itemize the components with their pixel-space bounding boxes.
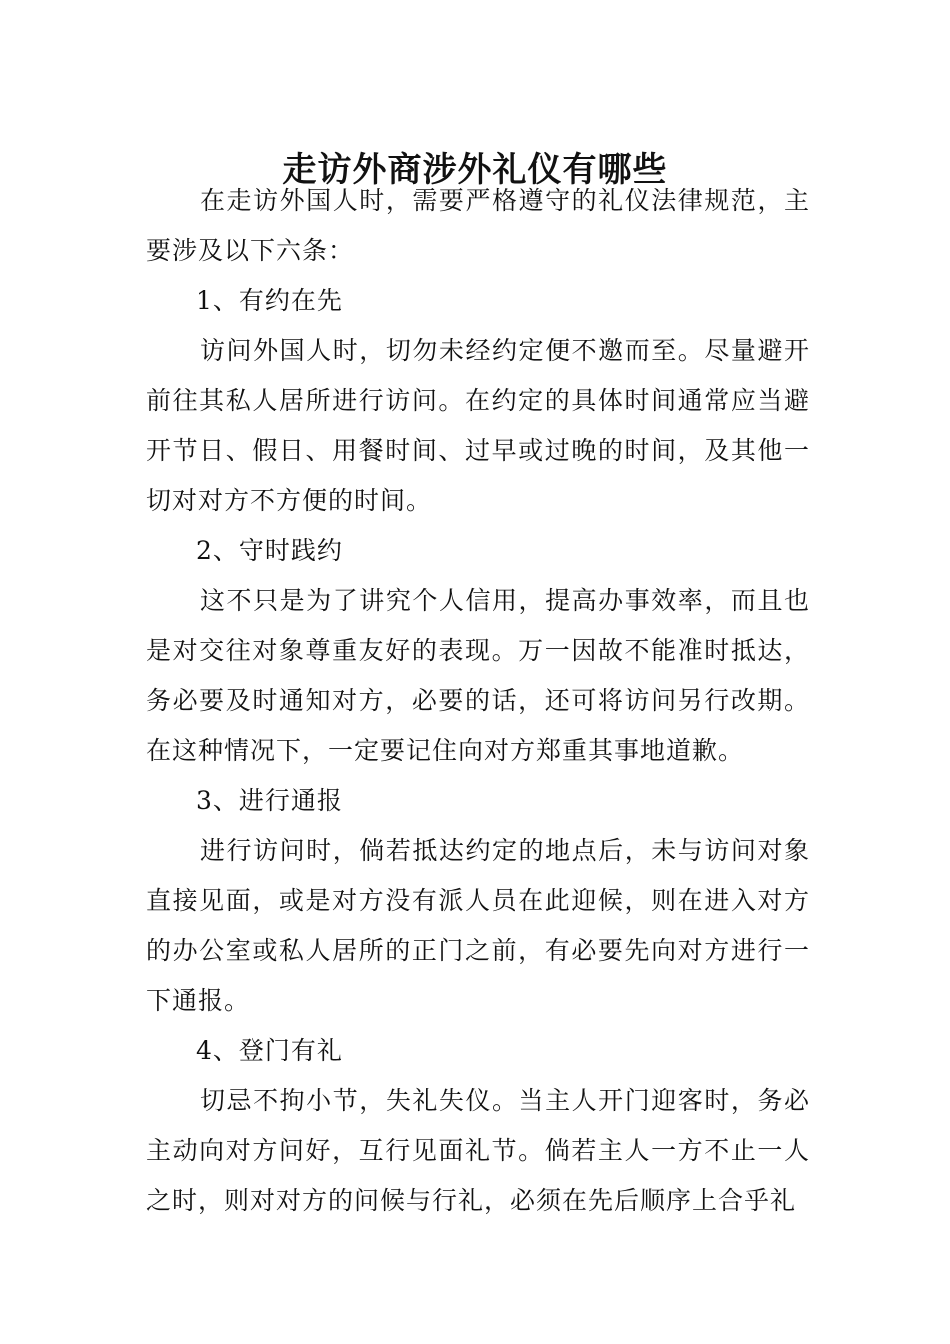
section-heading-2: 2、守时践约 — [196, 536, 343, 565]
section-paragraph-4: 切忌不拘小节，失礼失仪。当主人开门迎客时，务必主动向对方问好，互行见面礼节。倘若主人一方不止一人之时，则对对方的问候与行礼，必须在先后顺序上合乎礼 — [146, 1086, 810, 1215]
section-heading-4: 4、登门有礼 — [196, 1036, 343, 1065]
intro-paragraph: 在走访外国人时，需要严格遵守的礼仪法律规范，主要涉及以下六条： — [146, 186, 810, 265]
document-title: 走访外商涉外礼仪有哪些 — [282, 149, 668, 190]
document-body — [146, 176, 810, 1226]
section-paragraph-3: 进行访问时，倘若抵达约定的地点后，未与访问对象直接见面，或是对方没有派人员在此迎候，则在进入对方的办公室或私人居所的正门之前，有必要先向对方进行一下通报。 — [146, 836, 810, 1015]
section-paragraph-2: 这不只是为了讲究个人信用，提高办事效率，而且也是对交往对象尊重友好的表现。万一因故不能准时抵达，务必要及时通知对方，必要的话，还可将访问另行改期。在这种情况下，一定要记住向对方郑重其事地道歉。 — [146, 586, 810, 765]
section-heading-3: 3、进行通报 — [196, 786, 343, 815]
section-heading-1: 1、有约在先 — [196, 286, 343, 315]
section-paragraph-1: 访问外国人时，切勿未经约定便不邀而至。尽量避开前往其私人居所进行访问。在约定的具体时间通常应当避开节日、假日、用餐时间、过早或过晚的时间，及其他一切对对方不方便的时间。 — [146, 336, 810, 515]
